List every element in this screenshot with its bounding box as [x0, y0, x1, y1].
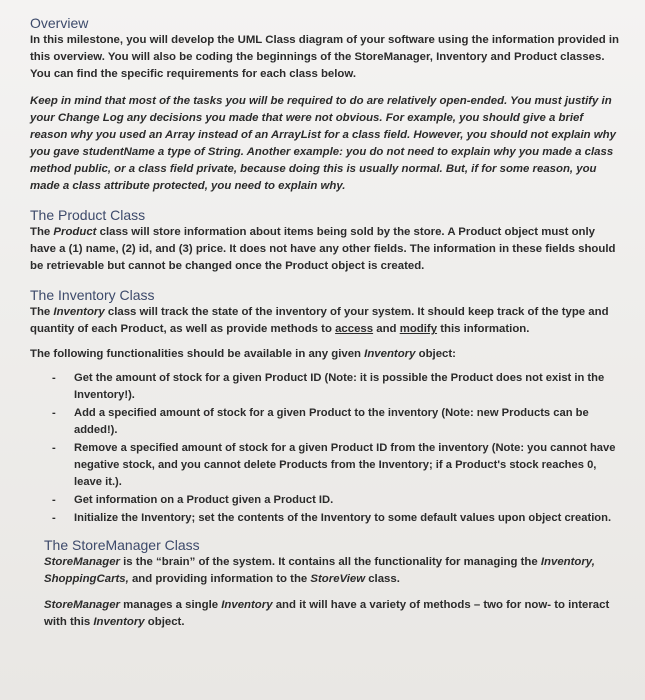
open-ended-paragraph: Keep in mind that most of the tasks you will be required to do are relatively open-ended. You must justify in your Change Log any decisions you made that were not obvious. For example, you should give a brief reason why you used an Array instead of an ArrayList for a class field. However, you should not explain why you gave studentName a type of String. Another example: you do not need to explain why you made a class method public, or a class field private, because doing this is usually normal. But, if for some reason, you made a class attribute protected, you need to explain why.: [30, 95, 616, 192]
sm-p2-name: StoreManager: [44, 599, 120, 611]
access-word: access: [335, 323, 374, 335]
inventory-class-paragraph: [30, 304, 623, 338]
product-text-after: have a (1) name, (2) id, and (3) price. It does not have any other fields. The information in these fields should be retrievable but cannot be changed once the Product object is created.: [30, 243, 616, 272]
overview-heading: Overview: [30, 15, 89, 31]
inventory-text-before: The: [30, 306, 54, 318]
dash-bullet: -: [52, 442, 56, 454]
product-class-paragraph: [30, 224, 623, 275]
sm-p1-end: class.: [365, 573, 400, 585]
modify-word: modify: [399, 323, 438, 335]
dash-bullet: -: [52, 512, 56, 524]
dash-bullet: -: [52, 407, 56, 419]
storemanager-section: [30, 536, 623, 631]
functionalities-intro: [30, 346, 623, 363]
list-item-text: Remove a specified amount of stock for a given Product ID from the inventory (Note: you cannot have negative stock, and you cannot delete Products from the Inventory; if a Product's stock reaches 0, leave it.).: [74, 442, 616, 488]
inventory-class-heading: The Inventory Class: [30, 287, 155, 303]
storemanager-paragraph-1: [44, 554, 623, 588]
product-text-mid: class will store information about items being sold by the store. A Product object: [96, 226, 542, 238]
list-item-text: Initialize the Inventory; set the contents of the Inventory to some default values upon object creation.: [74, 512, 612, 524]
sm-p2-mid: manages a single: [119, 599, 222, 611]
storemanager-class-heading: The StoreManager Class: [44, 537, 200, 553]
inventory-class-name: Inventory: [53, 306, 105, 318]
sm-p1-inventory: Inventory,: [540, 556, 595, 568]
sm-p1-mid2: and providing information to the: [128, 573, 311, 585]
inventory-text-after: this information.: [437, 323, 530, 335]
func-intro-object: Inventory: [364, 348, 416, 360]
sm-p2-mid2: and it will have a variety of methods – two for now- to interact with this: [44, 599, 610, 628]
sm-p1-carts: ShoppingCarts,: [44, 573, 129, 585]
dash-bullet: -: [52, 494, 56, 506]
sm-name: StoreManager: [44, 556, 120, 568]
overview-paragraph: In this milestone, you will develop the UML Class diagram of your software using the information provided in this overview. You will also be coding the beginnings of the StoreManager, Inventory and Product classes. You can find the specific requirements for each class below.: [30, 34, 620, 80]
list-item-text: Get the amount of stock for a given Product ID (Note: it is possible the Product does not exist in the Inventory!).: [74, 372, 605, 401]
list-item: [52, 492, 623, 509]
storemanager-paragraph-2: [44, 597, 623, 631]
list-item: [52, 510, 623, 527]
sm-p2-inventory-2: Inventory: [93, 616, 145, 628]
list-item: [52, 440, 623, 491]
product-text-before: The: [30, 226, 54, 238]
list-item-text: Add a specified amount of stock for a given Product to the inventory (Note: new Products can be added!).: [74, 407, 589, 436]
dash-bullet: -: [52, 372, 56, 384]
sm-p2-end: object.: [144, 616, 185, 628]
func-intro-after: object:: [415, 348, 456, 360]
list-item: [52, 370, 623, 404]
sm-p2-inventory: Inventory: [221, 599, 273, 611]
inventory-text-mid: class will track the state of the inventory of your system. It should keep track of the type and quantity of each Product, as well as provide methods to: [30, 306, 609, 335]
sm-p1-view: StoreView: [310, 573, 366, 585]
and-word: and: [373, 323, 400, 335]
product-class-name: Product: [53, 226, 97, 238]
func-intro-before: The following functionalities should be available in any given: [30, 348, 365, 360]
product-must-only: must only: [541, 226, 595, 238]
functionalities-list: [30, 370, 623, 527]
product-class-heading: The Product Class: [30, 207, 146, 223]
list-item: [52, 405, 623, 439]
sm-p1-mid: is the “brain” of the system. It contains all the functionality for managing the: [119, 556, 541, 568]
list-item-text: Get information on a Product given a Product ID.: [74, 494, 334, 506]
